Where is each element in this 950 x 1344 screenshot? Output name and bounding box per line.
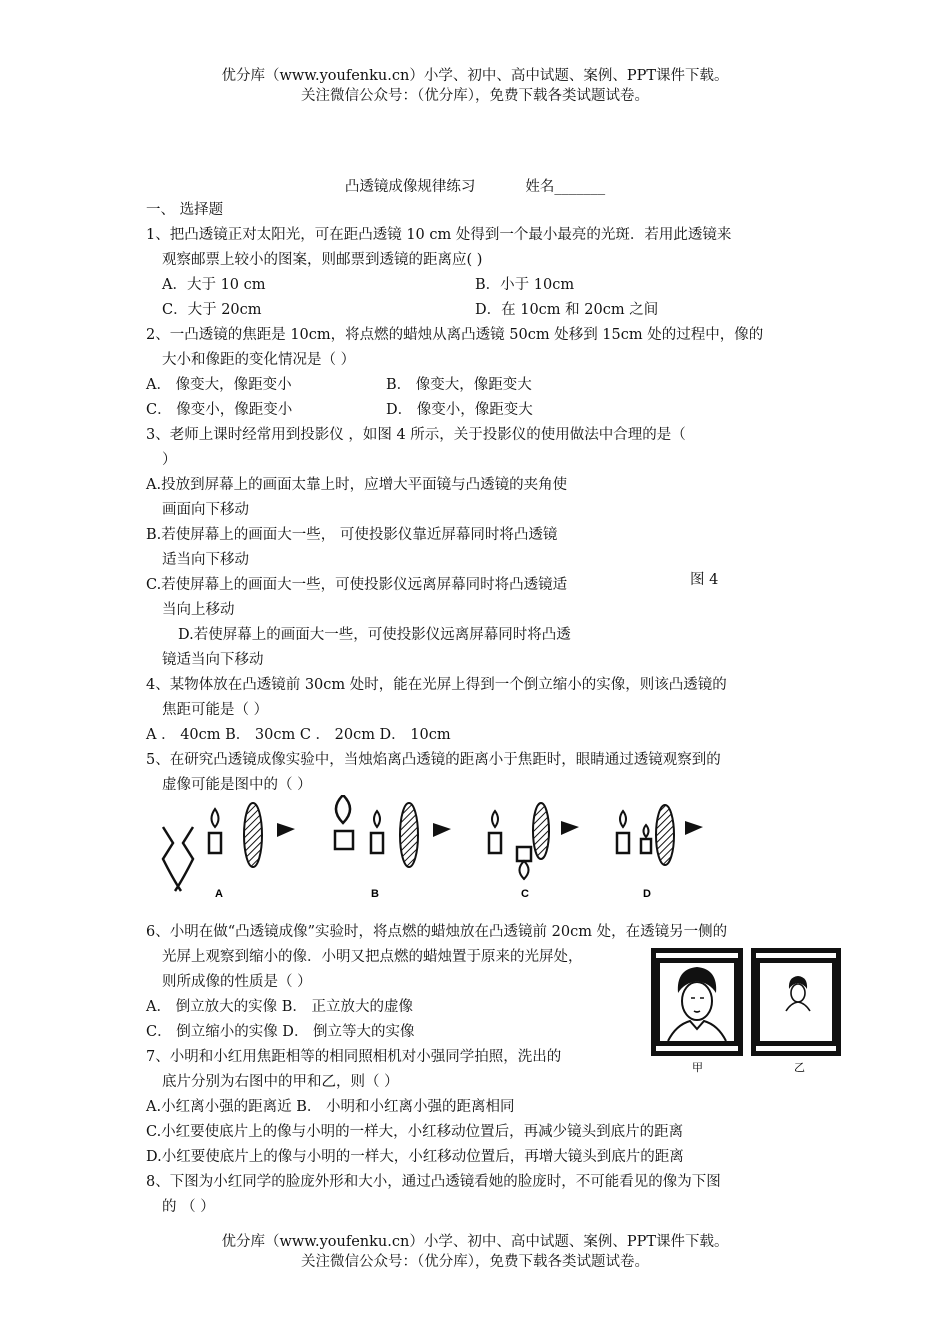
q8-stem-2: 的 （ ） (162, 1199, 215, 1215)
q7-stem-2: 底片分别为右图中的甲和乙，则（ ） (162, 1074, 399, 1090)
q3-option-c-2: 当向上移动 (162, 602, 235, 618)
q3-stem-2: ） (162, 452, 177, 468)
q4-options: A ． 40cm B． 30cm C ． 20cm D． 10cm (146, 727, 451, 743)
q3-option-a-1: A.投放到屏幕上的画面太靠上时，应增大平面镜与凸透镜的夹角使 (146, 477, 568, 493)
panel-label-c: C (521, 888, 529, 900)
q7-option-d: D.小红要使底片上的像与小明的一样大，小红移动位置后，再增大镜头到底片的距离 (146, 1149, 684, 1165)
q1-option-b: B．小于 10cm (475, 277, 575, 293)
q5-stem-2: 虚像可能是图中的（ ） (162, 777, 312, 793)
q7-stem-1: 7、小明和小红用焦距相等的相同照相机对小强同学拍照，洗出的 (146, 1049, 562, 1065)
q3-option-a-2: 画面向下移动 (162, 502, 249, 518)
candle-lens-panel-b (335, 795, 451, 900)
q6-stem-3: 则所成像的性质是（ ） (162, 974, 312, 990)
q1-stem-2: 观察邮票上较小的图案，则邮票到透镜的距离应( ) (162, 252, 483, 268)
panel-label-a: A (215, 888, 223, 900)
page-title (0, 175, 950, 196)
name-field-label: 姓名_______ (525, 179, 606, 195)
q2-option-a: A． 像变大，像距变小 (146, 377, 292, 393)
q6-stem-1: 6、小明在做“凸透镜成像”实验时，将点燃的蜡烛放在凸透镜前 20cm 处，在透镜另一侧的 (146, 924, 728, 940)
q8-stem-1: 8、下图为小红同学的脸庞外形和大小，通过凸透镜看她的脸庞时，不可能看见的像为下图 (146, 1174, 721, 1190)
q3-stem-1: 3、老师上课时经常用到投影仪 ，如图 4 所示，关于投影仪的使用做法中合理的是（ (146, 427, 686, 443)
q6-stem-2: 光屏上观察到缩小的像．小明又把点燃的蜡烛置于原来的光屏处， (162, 949, 583, 965)
section-heading: 一、 选择题 (146, 202, 224, 218)
q6-options-cd: C． 倒立缩小的实像 D． 倒立等大的实像 (146, 1024, 415, 1040)
panel-label-b: B (371, 888, 379, 900)
q4-stem-2: 焦距可能是（ ） (162, 702, 269, 718)
q1-stem-1: 1、把凸透镜正对太阳光，可在距凸透镜 10 cm 处得到一个最小最亮的光斑．若用此透镜来 (146, 227, 732, 243)
film-negatives-figure (648, 945, 844, 1075)
film-label-jia: 甲 (692, 1062, 703, 1074)
q7-options-ab: A.小红离小强的距离近 B． 小明和小红离小强的距离相同 (146, 1099, 515, 1115)
film-negative-jia (651, 948, 743, 1056)
q2-stem-1: 2、一凸透镜的焦距是 10cm，将点燃的蜡烛从离凸透镜 50cm 处移到 15cm 处的过程中，像的 (146, 327, 764, 343)
q3-option-d-2: 镜适当向下移动 (162, 652, 264, 668)
q6-options-ab: A． 倒立放大的实像 B． 正立放大的虚像 (146, 999, 413, 1015)
film-negative-yi (751, 948, 841, 1056)
q2-stem-2: 大小和像距的变化情况是（ ） (162, 352, 356, 368)
q5-stem-1: 5、在研究凸透镜成像实验中，当烛焰离凸透镜的距离小于焦距时，眼睛通过透镜观察到的 (146, 752, 721, 768)
q1-option-d: D．在 10cm 和 20cm 之间 (475, 302, 659, 318)
header-line-2: 关注微信公众号：（优分库），免费下载各类试题试卷。 (301, 88, 649, 104)
candle-lens-panel-c (489, 803, 579, 900)
q1-option-c: C．大于 20cm (162, 302, 262, 318)
q3-option-b-1: B.若使屏幕上的画面大一些， 可使投影仪靠近屏幕同时将凸透镜 (146, 527, 558, 543)
film-label-yi: 乙 (794, 1062, 805, 1074)
q7-option-c: C.小红要使底片上的像与小明的一样大，小红移动位置后，再减少镜头到底片的距离 (146, 1124, 684, 1140)
q3-option-b-2: 适当向下移动 (162, 552, 249, 568)
page-header (0, 66, 950, 106)
candle-lens-panel-d (617, 805, 703, 900)
q2-option-d: D． 像变小，像距变大 (386, 402, 533, 418)
footer-line-1: 优分库（www.youfenku.cn）小学、初中、高中试题、案例、PPT课件下载。 (221, 1234, 729, 1250)
q2-option-c: C． 像变小，像距变小 (146, 402, 293, 418)
panel-label-d: D (643, 888, 651, 900)
figure-4-label: 图 4 (690, 572, 719, 588)
q3-option-d-1: D.若使屏幕上的画面大一些，可使投影仪远离屏幕同时将凸透 (178, 627, 571, 643)
footer-line-2: 关注微信公众号：（优分库），免费下载各类试题试卷。 (301, 1254, 649, 1270)
header-line-1: 优分库（www.youfenku.cn）小学、初中、高中试题、案例、PPT课件下载。 (221, 68, 729, 84)
page-footer (0, 1232, 950, 1272)
q1-option-a: A．大于 10 cm (162, 277, 266, 293)
q4-stem-1: 4、某物体放在凸透镜前 30cm 处时，能在光屏上得到一个倒立缩小的实像，则该凸透镜的 (146, 677, 727, 693)
q3-option-c-1: C.若使屏幕上的画面大一些，可使投影仪远离屏幕同时将凸透镜适 (146, 577, 568, 593)
candle-lens-panel-a (163, 803, 295, 900)
title-text: 凸透镜成像规律练习 (344, 179, 476, 195)
candle-lens-figure (145, 795, 715, 905)
q2-option-b: B． 像变大，像距变大 (386, 377, 532, 393)
